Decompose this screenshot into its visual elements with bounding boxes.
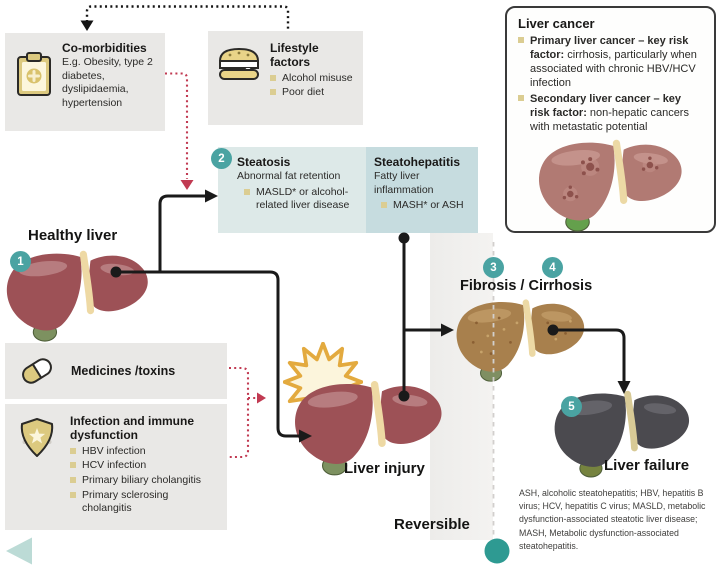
liver-cancer-item-bold: Secondary liver cancer – key risk factor: [530,92,682,120]
liver-cancer-item-text: non-hepatic cancers with metastatic potential [530,107,689,134]
reversible-label: Reversible [394,516,470,533]
stage-3-badge: 3 [483,257,504,278]
medicines-toxins-title: Medicines /toxins [71,363,176,378]
liver-cancer-item-text: cirrhosis, particularly when associated with chronic HBV/HCV infection [530,48,697,90]
abbreviations-footnote: ASH, alcoholic steatohepatitis; HBV, hepatitis B virus; HCV, hepatitis C virus; MASLD, metabolic dysfunction-associated steatotic liver disease; MASH, Metabolic dysfunction-associated steatohepatitis. [519,488,706,551]
infection-item: HCV infection [70,459,210,473]
steatosis-subtitle: Abnormal fat retention [237,170,341,183]
stage-2-badge: 2 [211,148,232,169]
steatohepatitis-subtitle: Fatty liver inflammation [374,170,434,196]
infection-title: Infection and immune dysfunction [70,414,195,443]
healthy-liver-label: Healthy liver [28,227,118,244]
steatohepatitis-box [366,147,478,233]
stage-1-badge: 1 [10,251,31,272]
liver-cancer-item [518,92,703,135]
liver-failure-label: Liver failure [604,457,690,474]
cancer-liver-illustration [520,137,702,232]
fibrotic-liver-illustration [452,297,590,382]
dotted-link-arrowhead [81,21,94,32]
steatohepatitis-item: MASH* or ASH [381,199,470,213]
liver-cancer-title: Liver cancer [518,16,595,31]
lifestyle-item: Poor diet [270,86,355,100]
connector-dot-steatohepatitis [399,233,410,244]
lifestyle-factors-box [208,31,363,125]
shield-star-icon [15,416,59,522]
stage-4-badge: 4 [542,257,563,278]
liver-injury-label: Liver injury [344,460,425,477]
risk-dotted-arrowhead [181,180,194,190]
medicines-toxins-box [5,343,227,399]
lifestyle-factors-title: Lifestyle factors [270,41,319,70]
reversible-arrow [0,534,515,568]
reversible-arrowhead [6,538,32,565]
steatosis-box [218,147,366,233]
liver-cancer-box [505,6,716,233]
infection-item: HBV infection [70,445,210,459]
fibrosis-cirrhosis-label: Fibrosis / Cirrhosis [460,278,593,294]
risk-factor-dotted-connector [165,74,187,180]
comorbidity-lifestyle-dotted-link [87,7,288,30]
infection-box [5,404,227,530]
liver-cancer-item-bold: Primary liver cancer – key risk factor: [530,34,689,61]
infection-item: Primary biliary cholangitis [70,474,210,488]
steatosis-item: MASLD* or alcohol-related liver disease [244,186,358,213]
pill-icon [15,351,59,391]
liver-cancer-item [518,34,703,91]
clipboard-plus-icon [15,51,53,123]
arrowhead-to-steatosis [205,190,218,203]
burger-icon [216,45,262,115]
lifestyle-item: Alcohol misuse [270,72,355,86]
comorbidities-description: E.g. Obesity, type 2 diabetes, dyslipidaemia, hypertension [62,56,153,109]
infection-item: Primary sclerosing cholangitis [70,489,210,516]
steatohepatitis-title: Steatohepatitis [374,155,461,169]
medicines-infection-dotted-bracket [229,368,257,457]
steatosis-title: Steatosis [237,155,291,169]
reversible-arrow-origin-dot [485,539,510,564]
bracket-arrowhead [257,393,266,404]
comorbidities-title: Co-morbidities [62,41,147,55]
stage-5-badge: 5 [561,396,582,417]
comorbidities-box [5,33,165,131]
